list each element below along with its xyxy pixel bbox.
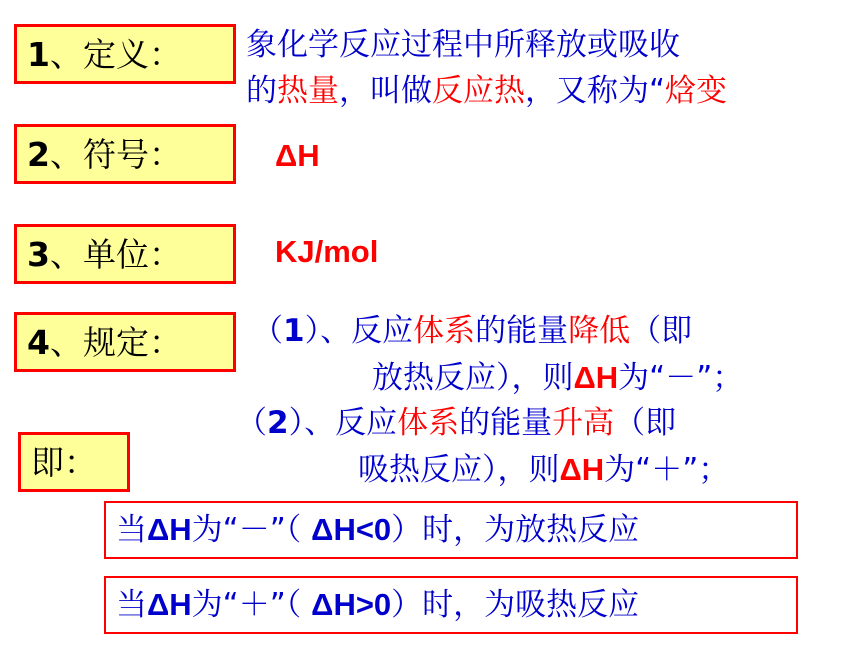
unit-label-box <box>14 224 236 284</box>
rule-1-line-2 <box>372 362 743 394</box>
definition-text-2a: 的 <box>246 73 277 109</box>
rule-2-system: 体系 <box>397 405 460 441</box>
rule-1-line2-c: 为“－”； <box>618 360 744 396</box>
rule-number: 4 <box>27 322 50 362</box>
symbol-label-box <box>14 124 236 184</box>
rule-2-line2-c: 为“＋”； <box>604 452 730 488</box>
rule-2-line-2 <box>358 454 729 486</box>
rule-1-system: 体系 <box>413 313 476 349</box>
rule-2-e: （即 <box>614 405 677 441</box>
definition-text-reaction-heat: 反应热 <box>432 73 525 109</box>
definition-text-1: 象化学反应过程中所释放或吸收 <box>246 27 680 63</box>
conclusion-1-delta-h: ΔH <box>147 512 192 547</box>
definition-label: 、定义： <box>49 34 182 74</box>
definition-line-1 <box>246 27 680 63</box>
rule-2-line-1 <box>236 405 677 441</box>
rule-1-a: ）、反应 <box>304 313 414 349</box>
definition-label-box <box>14 24 236 84</box>
conclusion-1-e: ）时，为放热反应 <box>391 512 640 548</box>
conclusion-1-c: 为“－”（ <box>191 512 312 548</box>
symbol-label: 、符号： <box>49 134 182 174</box>
rule-1-prefix: （ <box>252 313 283 349</box>
rule-2-delta-h: ΔH <box>559 452 605 487</box>
conclusion-2-e: ）时，为吸热反应 <box>391 587 640 623</box>
rule-1-delta-h: ΔH <box>573 360 619 395</box>
rule-2-prefix: （ <box>236 405 267 441</box>
conclusion-1-a: 当 <box>116 512 147 548</box>
symbol-number: 2 <box>27 134 50 174</box>
rule-label-box <box>14 312 236 372</box>
rule-1-c: 的能量 <box>475 313 569 349</box>
definition-text-2c: ，叫做 <box>339 73 432 109</box>
conclusion-2-c: 为“＋”（ <box>191 587 312 623</box>
rule-2-num: 2 <box>267 405 289 441</box>
conclusion-2-delta-h: ΔH <box>147 587 192 622</box>
ie-label: 即： <box>31 442 97 482</box>
rule-2-a: ）、反应 <box>288 405 398 441</box>
unit-value: KJ/mol <box>275 234 379 269</box>
rule-1-line-1 <box>252 313 693 349</box>
rule-2-line2-a: 吸热反应），则 <box>358 452 560 488</box>
symbol-value: ΔH <box>275 138 320 173</box>
conclusion-1-condition: ΔH<0 <box>311 512 392 547</box>
rule-1-num: 1 <box>283 313 305 349</box>
unit-label: 、单位： <box>49 234 182 274</box>
definition-text-heat: 热量 <box>277 73 339 109</box>
rule-1-decrease: 降低 <box>568 313 631 349</box>
rule-1-e: （即 <box>630 313 693 349</box>
conclusion-2-condition: ΔH>0 <box>311 587 392 622</box>
conclusion-2-a: 当 <box>116 587 147 623</box>
ie-label-box <box>18 432 130 492</box>
definition-text-enthalpy-change: 焓变 <box>665 73 728 109</box>
conclusion-2 <box>116 589 639 621</box>
rule-2-increase: 升高 <box>552 405 615 441</box>
rule-2-c: 的能量 <box>459 405 553 441</box>
unit-number: 3 <box>27 234 50 274</box>
conclusion-1 <box>116 514 639 546</box>
definition-text-2e: ，又称为“ <box>525 73 666 109</box>
rule-label: 、规定： <box>49 322 182 362</box>
rule-1-line2-a: 放热反应），则 <box>372 360 574 396</box>
definition-line-2 <box>246 73 728 109</box>
definition-number: 1 <box>27 34 50 74</box>
